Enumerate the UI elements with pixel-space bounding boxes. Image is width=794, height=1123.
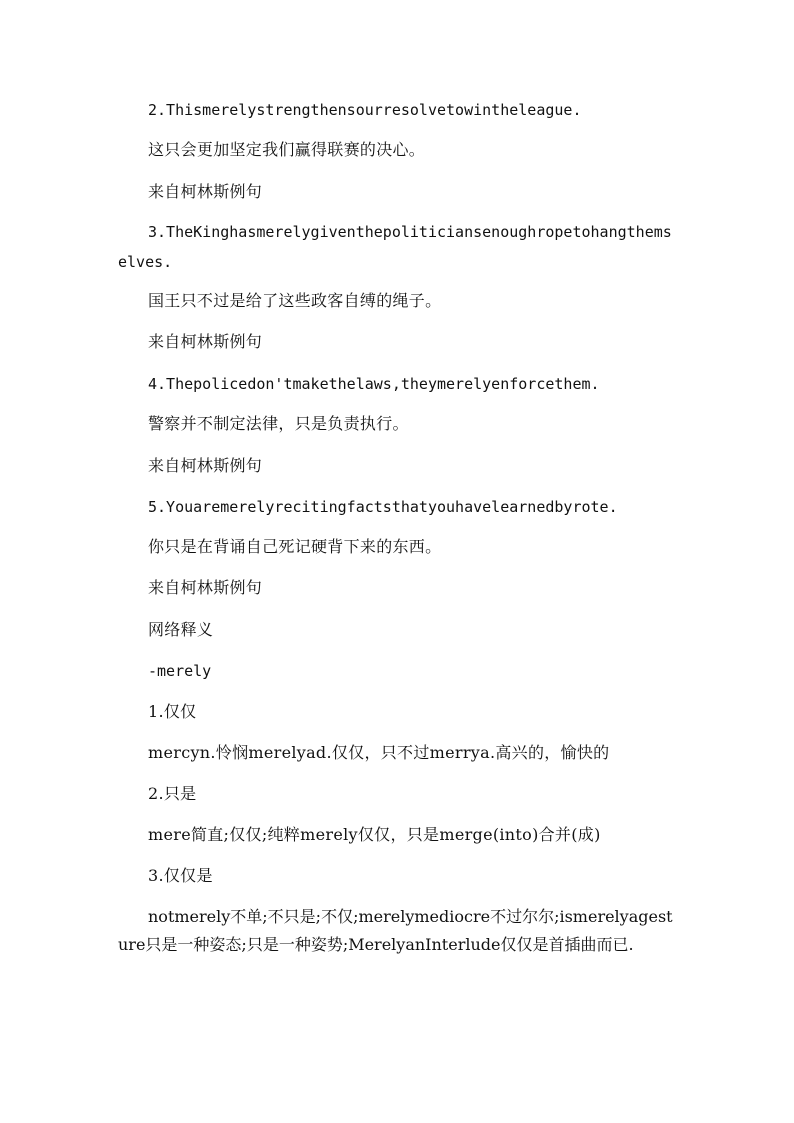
definition-2-title: 2.只是	[148, 784, 197, 803]
example-sentence-3: 3.TheKinghasmerelygiventhepoliticiansenoughropetohangthemselves.	[118, 223, 672, 271]
definition-2-body: mere简直;仅仅;纯粹merely仅仅，只是merge(into)合并(成)	[148, 825, 601, 844]
source-collins-2: 来自柯林斯例句	[148, 182, 263, 201]
translation-5: 你只是在背诵自己死记硬背下来的东西。	[148, 537, 442, 556]
source-collins-5: 来自柯林斯例句	[148, 578, 263, 597]
source-collins-3: 来自柯林斯例句	[148, 332, 263, 351]
definition-1-body: mercyn.怜悯merelyad.仅仅，只不过merrya.高兴的，愉快的	[148, 743, 610, 762]
translation-2: 这只会更加坚定我们赢得联赛的决心。	[148, 140, 426, 159]
definition-3-title: 3.仅仅是	[148, 866, 213, 885]
example-sentence-2: 2.Thismerelystrengthensourresolvetowintheleague.	[148, 101, 582, 119]
headword: -merely	[148, 662, 212, 680]
definition-1-title: 1.仅仅	[148, 702, 197, 721]
section-heading-web-definitions: 网络释义	[148, 620, 214, 639]
example-sentence-5: 5.Youaremerelyrecitingfactsthatyouhavelearnedbyrote.	[148, 498, 618, 516]
source-collins-4: 来自柯林斯例句	[148, 456, 263, 475]
translation-3: 国王只不过是给了这些政客自缚的绳子。	[148, 291, 442, 310]
definition-3-body: notmerely不单;不只是;不仅;merelymediocre不过尔尔;ismerelyagesture只是一种姿态;只是一种姿势;MerelyanInterlude仅仅是首插曲而已.	[118, 907, 673, 954]
example-sentence-4: 4.Thepolicedon'tmakethelaws,theymerelyenforcethem.	[148, 375, 600, 393]
translation-4: 警察并不制定法律，只是负责执行。	[148, 414, 409, 433]
